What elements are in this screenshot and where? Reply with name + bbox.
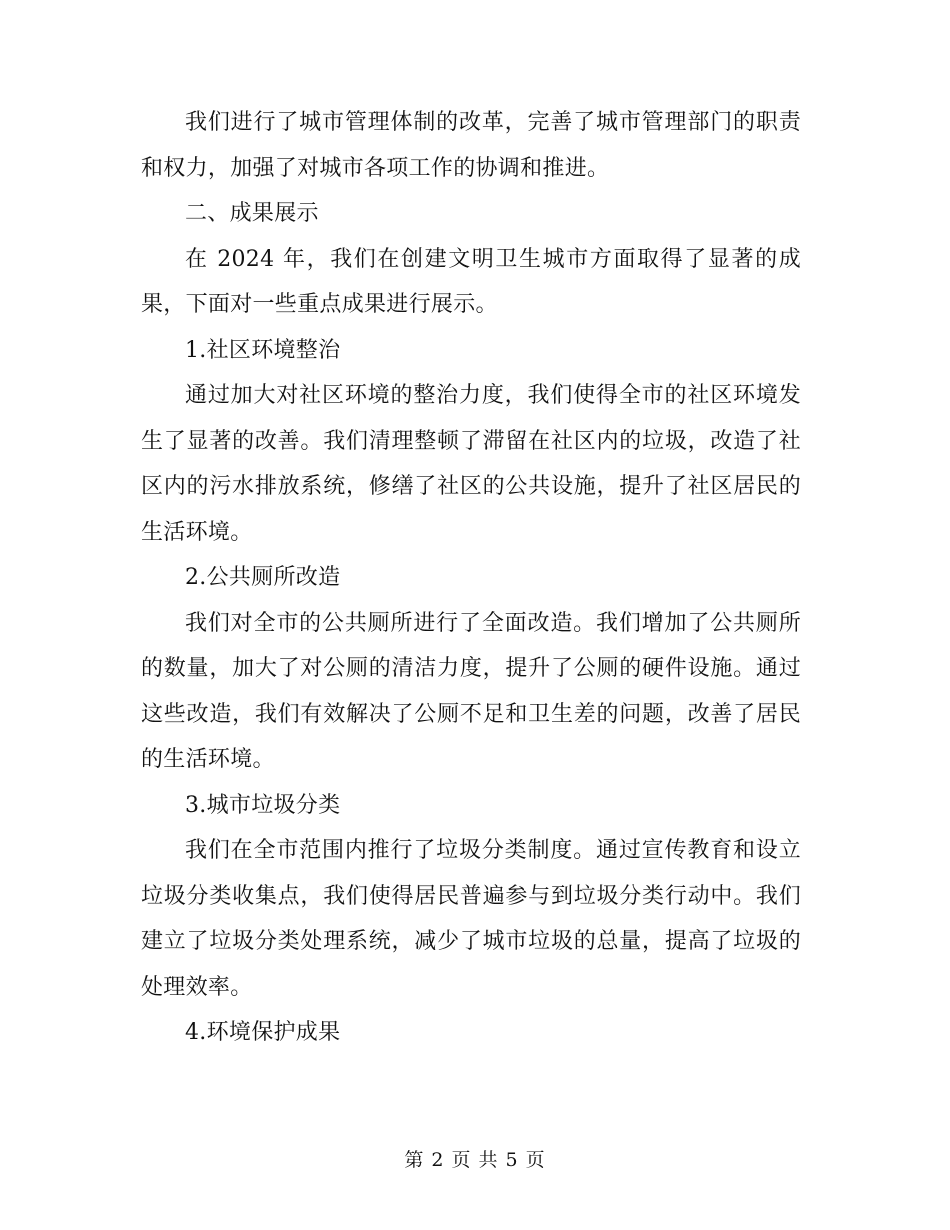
document-body: [141, 100, 801, 1056]
subheading-public-toilets: 2.公共厕所改造: [185, 565, 341, 590]
paragraph-garbage-sorting: 我们在全市范围内推行了垃圾分类制度。通过宣传教育和设立垃圾分类收集点，我们使得居民普遍参与到垃圾分类行动中。我们建立了垃圾分类处理系统，减少了城市垃圾的总量，提高了垃圾的处理效率。: [141, 838, 801, 1000]
paragraph-public-toilets: 我们对全市的公共厕所进行了全面改造。我们增加了公共厕所的数量，加大了对公厕的清洁力度，提升了公厕的硬件设施。通过这些改造，我们有效解决了公厕不足和卫生差的问题，改善了居民的生活环境。: [141, 610, 801, 772]
section-heading-results: 二、成果展示: [185, 201, 319, 226]
subheading-environmental-protection: 4.环境保护成果: [185, 1020, 341, 1045]
subheading-community-environment: 1.社区环境整治: [185, 337, 341, 363]
paragraph-results-intro: 在 2024 年，我们在创建文明卫生城市方面取得了显著的成果，下面对一些重点成果进行展示。: [141, 246, 801, 317]
subheading-garbage-sorting: 3.城市垃圾分类: [185, 792, 341, 818]
paragraph-community-environment: 通过加大对社区环境的整治力度，我们使得全市的社区环境发生了显著的改善。我们清理整顿了滞留在社区内的垃圾，改造了社区内的污水排放系统，修缮了社区的公共设施，提升了社区居民的生活环境。: [141, 383, 801, 545]
page-number-footer: 第 2 页 共 5 页: [404, 1149, 546, 1171]
paragraph-management-reform: 我们进行了城市管理体制的改革，完善了城市管理部门的职责和权力，加强了对城市各项工作的协调和推进。: [141, 110, 801, 181]
